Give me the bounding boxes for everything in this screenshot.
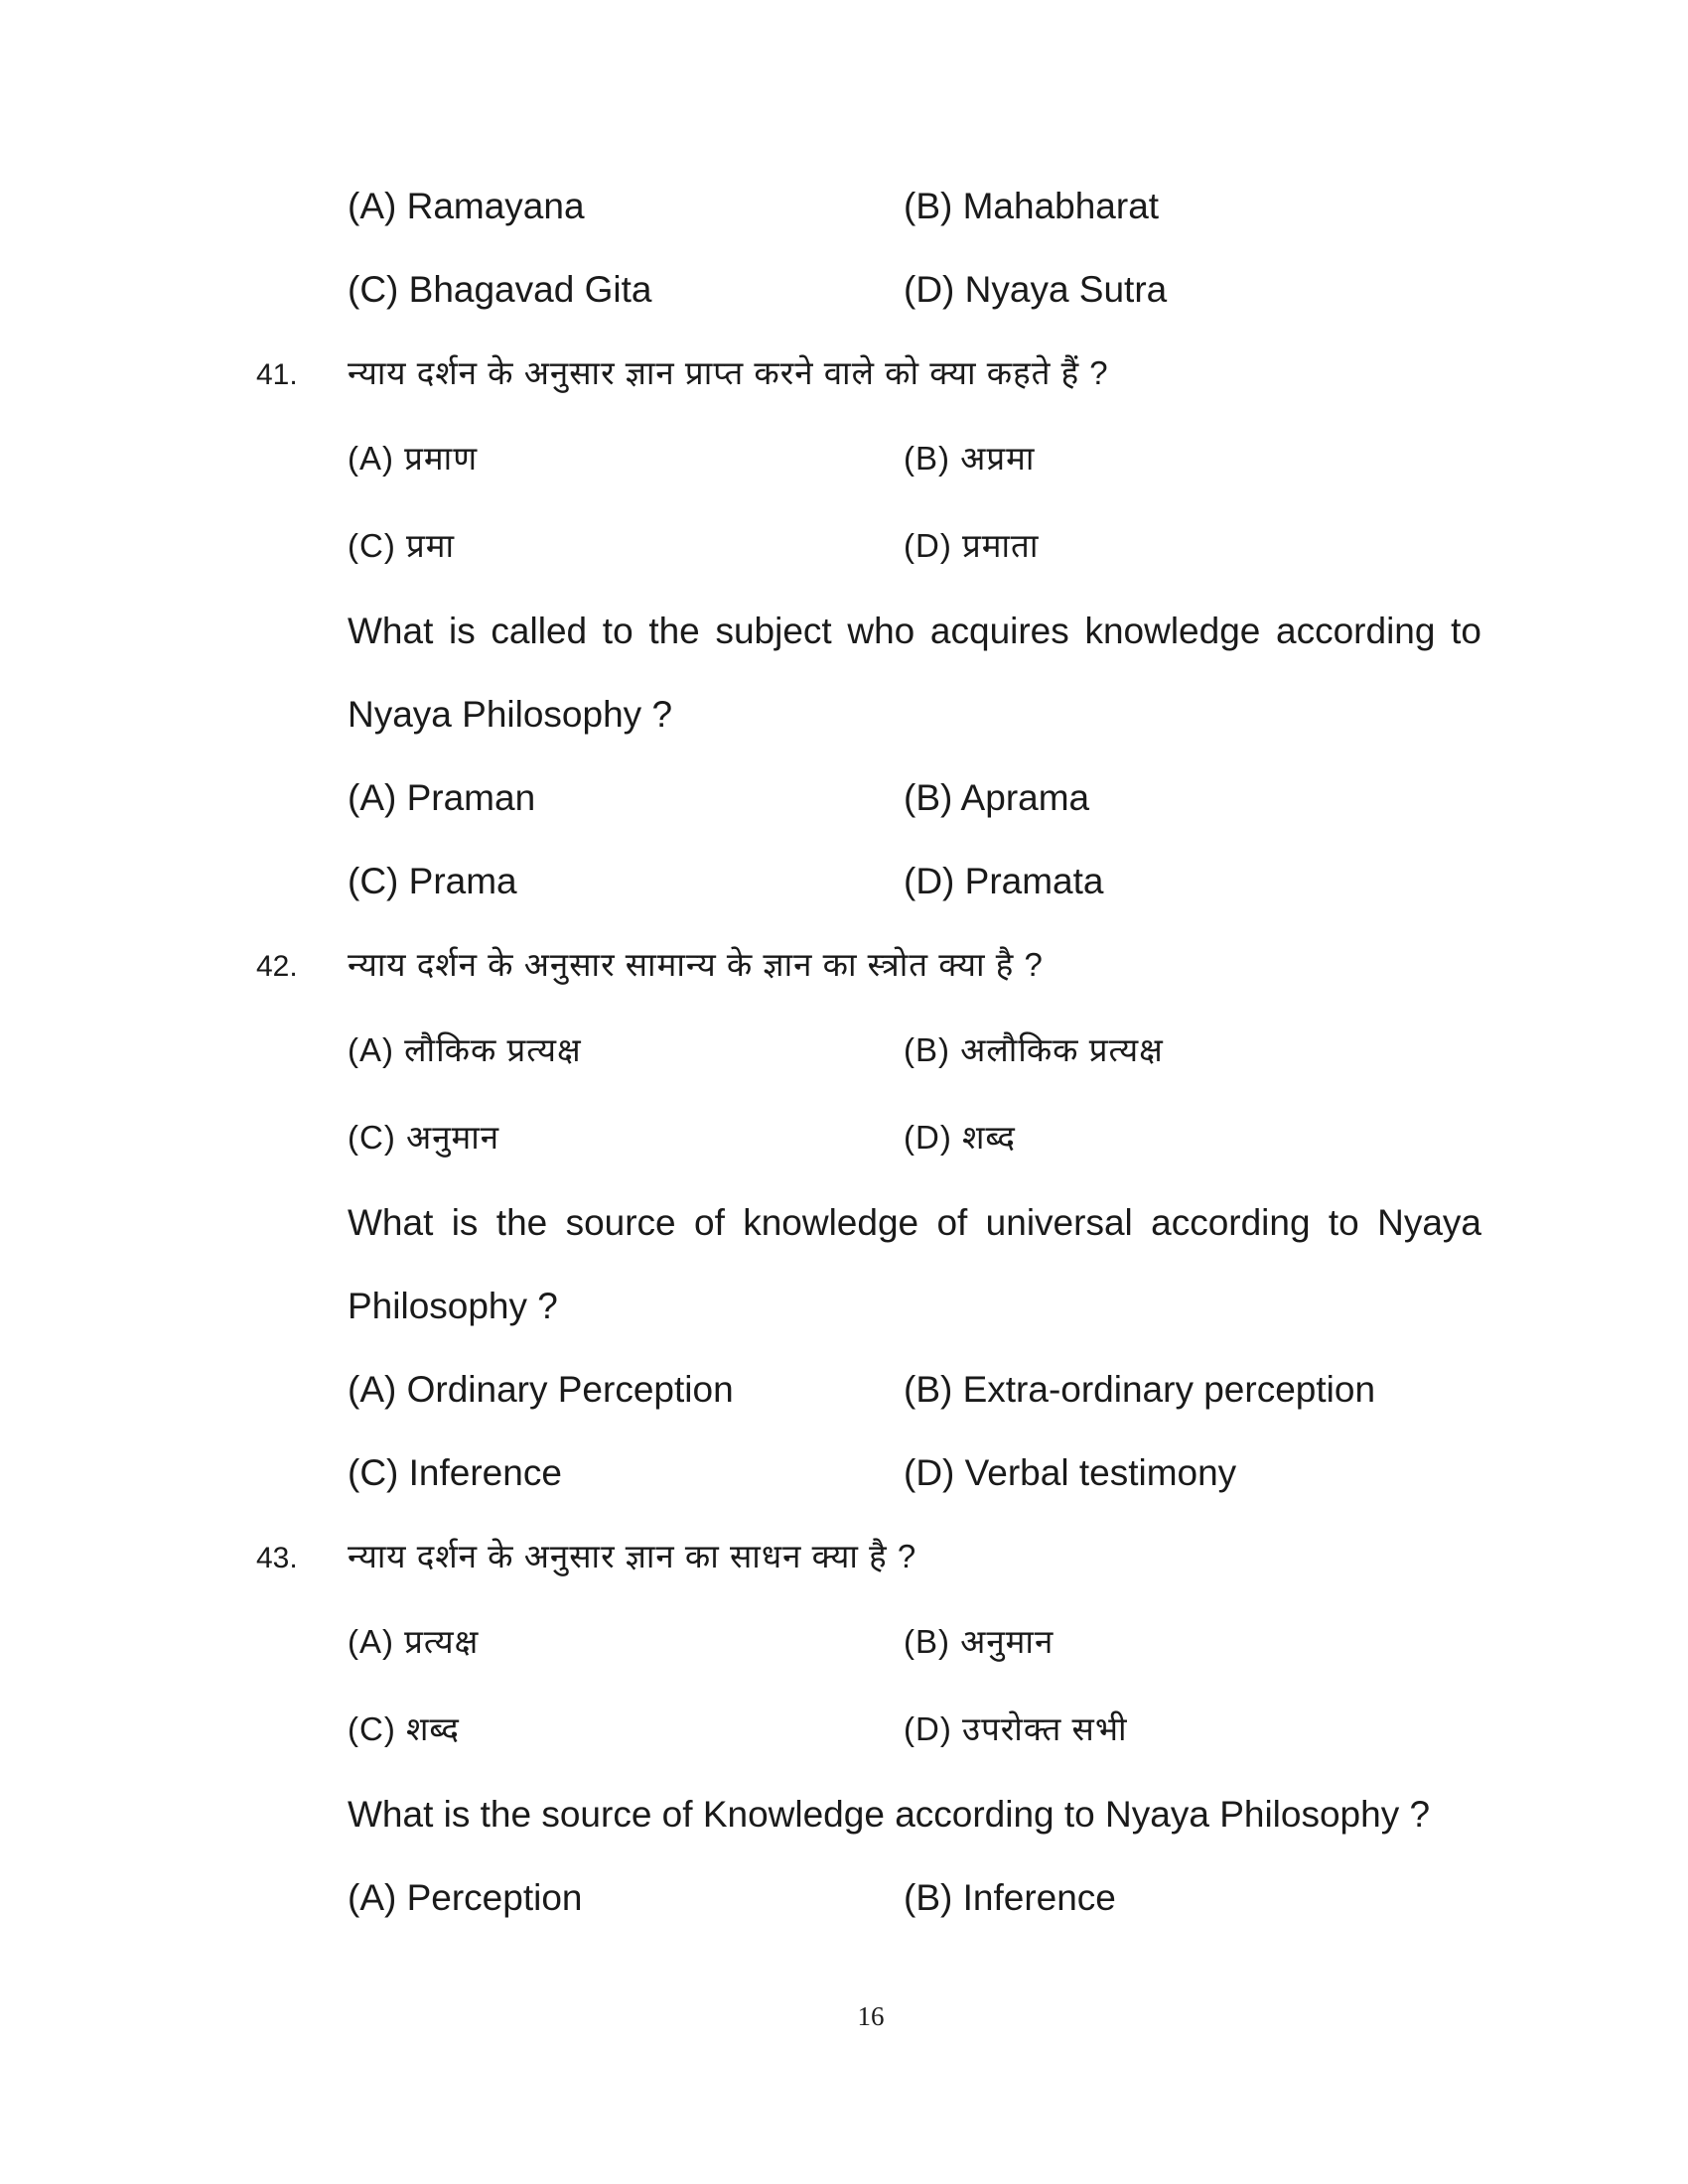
q42-number: 42. (256, 950, 298, 983)
q41-option-b: (B) Aprama (904, 777, 1090, 818)
q42-hindi-option-a: (A) लौकिक प्रत्यक्ष (348, 1031, 582, 1068)
q41-option-d: (D) Pramata (904, 861, 1104, 901)
q42-option-d: (D) Verbal testimony (904, 1452, 1237, 1493)
q41-english-text-line2: Nyaya Philosophy ? (348, 694, 673, 735)
q42-option-b: (B) Extra-ordinary perception (904, 1369, 1376, 1410)
q43-option-a: (A) Perception (348, 1877, 583, 1918)
q43-hindi-option-c: (C) शब्द (348, 1710, 460, 1747)
q42-hindi-text: न्याय दर्शन के अनुसार सामान्य के ज्ञान का स्त्रोत क्या है ? (348, 946, 1044, 983)
q42-english-text-line2: Philosophy ? (348, 1286, 558, 1326)
q40-option-a: (A) Ramayana (348, 186, 585, 226)
q43-option-b: (B) Inference (904, 1877, 1116, 1918)
q43-hindi-text: न्याय दर्शन के अनुसार ज्ञान का साधन क्या है ? (348, 1538, 917, 1574)
q43-english-text: What is the source of Knowledge according to Nyaya Philosophy ? (348, 1794, 1431, 1835)
q40-option-b: (B) Mahabharat (904, 186, 1160, 226)
q43-number: 43. (256, 1542, 298, 1574)
q41-hindi-option-c: (C) प्रमा (348, 527, 456, 564)
q41-hindi-option-a: (A) प्रमाण (348, 440, 479, 477)
q42-hindi-option-c: (C) अनुमान (348, 1119, 500, 1156)
q41-option-a: (A) Praman (348, 777, 536, 818)
q40-option-c: (C) Bhagavad Gita (348, 269, 652, 310)
q41-hindi-option-d: (D) प्रमाता (904, 527, 1040, 564)
page-number: 16 (857, 2001, 885, 2031)
q43-hindi-option-a: (A) प्रत्यक्ष (348, 1623, 480, 1660)
q42-english-text-line1: What is the source of knowledge of universal according to Nyaya (348, 1202, 1481, 1243)
q42-option-c: (C) Inference (348, 1452, 562, 1493)
q42-hindi-option-d: (D) शब्द (904, 1119, 1016, 1156)
q41-hindi-option-b: (B) अप्रमा (904, 440, 1036, 477)
q43-hindi-option-b: (B) अनुमान (904, 1623, 1055, 1660)
q42-hindi-option-b: (B) अलौकिक प्रत्यक्ष (904, 1031, 1164, 1068)
q41-hindi-text: न्याय दर्शन के अनुसार ज्ञान प्राप्त करने वाले को क्या कहते हैं ? (348, 354, 1109, 391)
q41-option-c: (C) Prama (348, 861, 517, 901)
q42-option-a: (A) Ordinary Perception (348, 1369, 734, 1410)
q41-number: 41. (256, 358, 298, 391)
q40-option-d: (D) Nyaya Sutra (904, 269, 1168, 310)
q43-hindi-option-d: (D) उपरोक्त सभी (904, 1710, 1128, 1747)
q41-english-text-line1: What is called to the subject who acquires knowledge according to (348, 611, 1481, 651)
